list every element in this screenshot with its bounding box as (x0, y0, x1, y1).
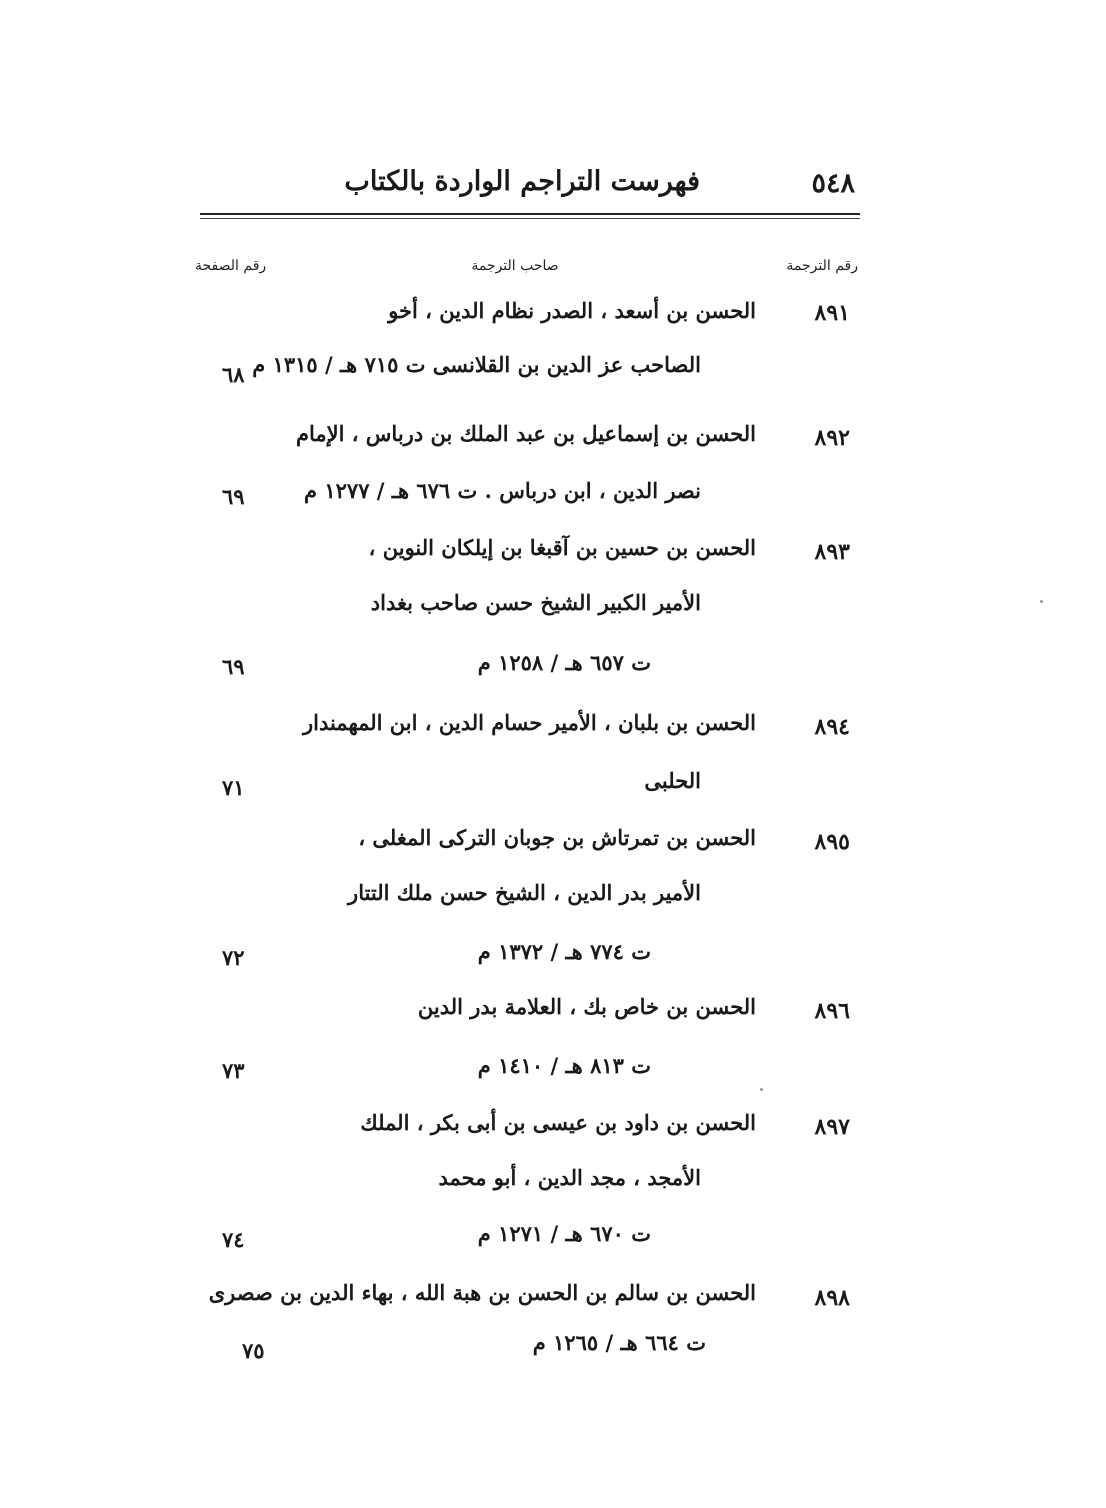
entry-line: ت ٨١٣ هـ / ١٤١٠ م (477, 1053, 651, 1078)
entry-line: ت ٦٥٧ هـ / ١٢٥٨ م (477, 650, 651, 675)
entry-page: ٧٥ (242, 1338, 265, 1363)
entry-line: الحسن بن إسماعيل بن عبد الملك بن درباس ، الإمام (295, 421, 756, 446)
entry-line: ت ٧٧٤ هـ / ١٣٧٢ م (477, 939, 651, 964)
entry-page: ٧٢ (222, 945, 245, 970)
scan-speck (1040, 600, 1043, 603)
entry-number: ٨٩٢ (814, 425, 850, 451)
header-rule-thin (200, 218, 860, 219)
entry-line: ت ٦٦٤ هـ / ١٢٦٥ م (532, 1330, 706, 1355)
entry-page: ٦٩ (222, 654, 245, 679)
entry-line: الصاحب عز الدين بن القلانسى ت ٧١٥ هـ / ١٣١٥ م (252, 352, 701, 377)
entry-number: ٨٩٤ (814, 714, 850, 740)
entry-page: ٦٨ (222, 362, 245, 387)
entry-number: ٨٩٨ (814, 1285, 850, 1311)
entry-page: ٧٣ (222, 1058, 245, 1083)
header-rule (200, 213, 860, 215)
entry-line: نصر الدين ، ابن درباس . ت ٦٧٦ هـ / ١٢٧٧ م (304, 478, 701, 503)
column-header-name: صاحب الترجمة (471, 258, 559, 274)
entry-number: ٨٩٣ (814, 539, 850, 565)
entry-number: ٨٩٦ (814, 998, 850, 1024)
entry-line: الحسن بن تمرتاش بن جوبان التركى المغلى ، (358, 825, 756, 850)
entry-line: الحسن بن بلبان ، الأمير حسام الدين ، ابن المهمندار (302, 710, 756, 735)
entry-page: ٧١ (222, 775, 245, 800)
entry-page: ٧٤ (222, 1227, 245, 1252)
column-header-number: رقم الترجمة (786, 258, 858, 274)
entry-number: ٨٩١ (814, 300, 850, 326)
column-header-page: رقم الصفحة (195, 258, 267, 274)
entry-line: الحسن بن أسعد ، الصدر نظام الدين ، أخو (388, 298, 756, 323)
entry-line: الأمير بدر الدين ، الشيخ حسن ملك التتار (348, 880, 701, 905)
entry-line: ت ٦٧٠ هـ / ١٢٧١ م (477, 1221, 651, 1246)
entry-line: الحسن بن حسين بن آقبغا بن إيلكان النوين ، (368, 535, 756, 560)
page-number: ٥٤٨ (811, 168, 855, 199)
entry-line: الحسن بن سالم بن الحسن بن هبة الله ، بهاء الدين بن صصرى (208, 1280, 756, 1305)
scan-speck (760, 1088, 763, 1091)
entry-line: الأمجد ، مجد الدين ، أبو محمد (438, 1165, 701, 1190)
entry-line: الأمير الكبير الشيخ حسن صاحب بغداد (370, 590, 701, 615)
entry-number: ٨٩٥ (814, 829, 850, 855)
entry-line: الحلبى (644, 768, 701, 793)
entry-line: الحسن بن خاص بك ، العلامة بدر الدين (417, 994, 756, 1019)
entry-line: الحسن بن داود بن عيسى بن أبى بكر ، الملك (360, 1110, 756, 1135)
entry-number: ٨٩٧ (814, 1114, 850, 1140)
entry-page: ٦٩ (222, 484, 245, 509)
page-title: فهرست التراجم الواردة بالكتاب (344, 166, 700, 197)
